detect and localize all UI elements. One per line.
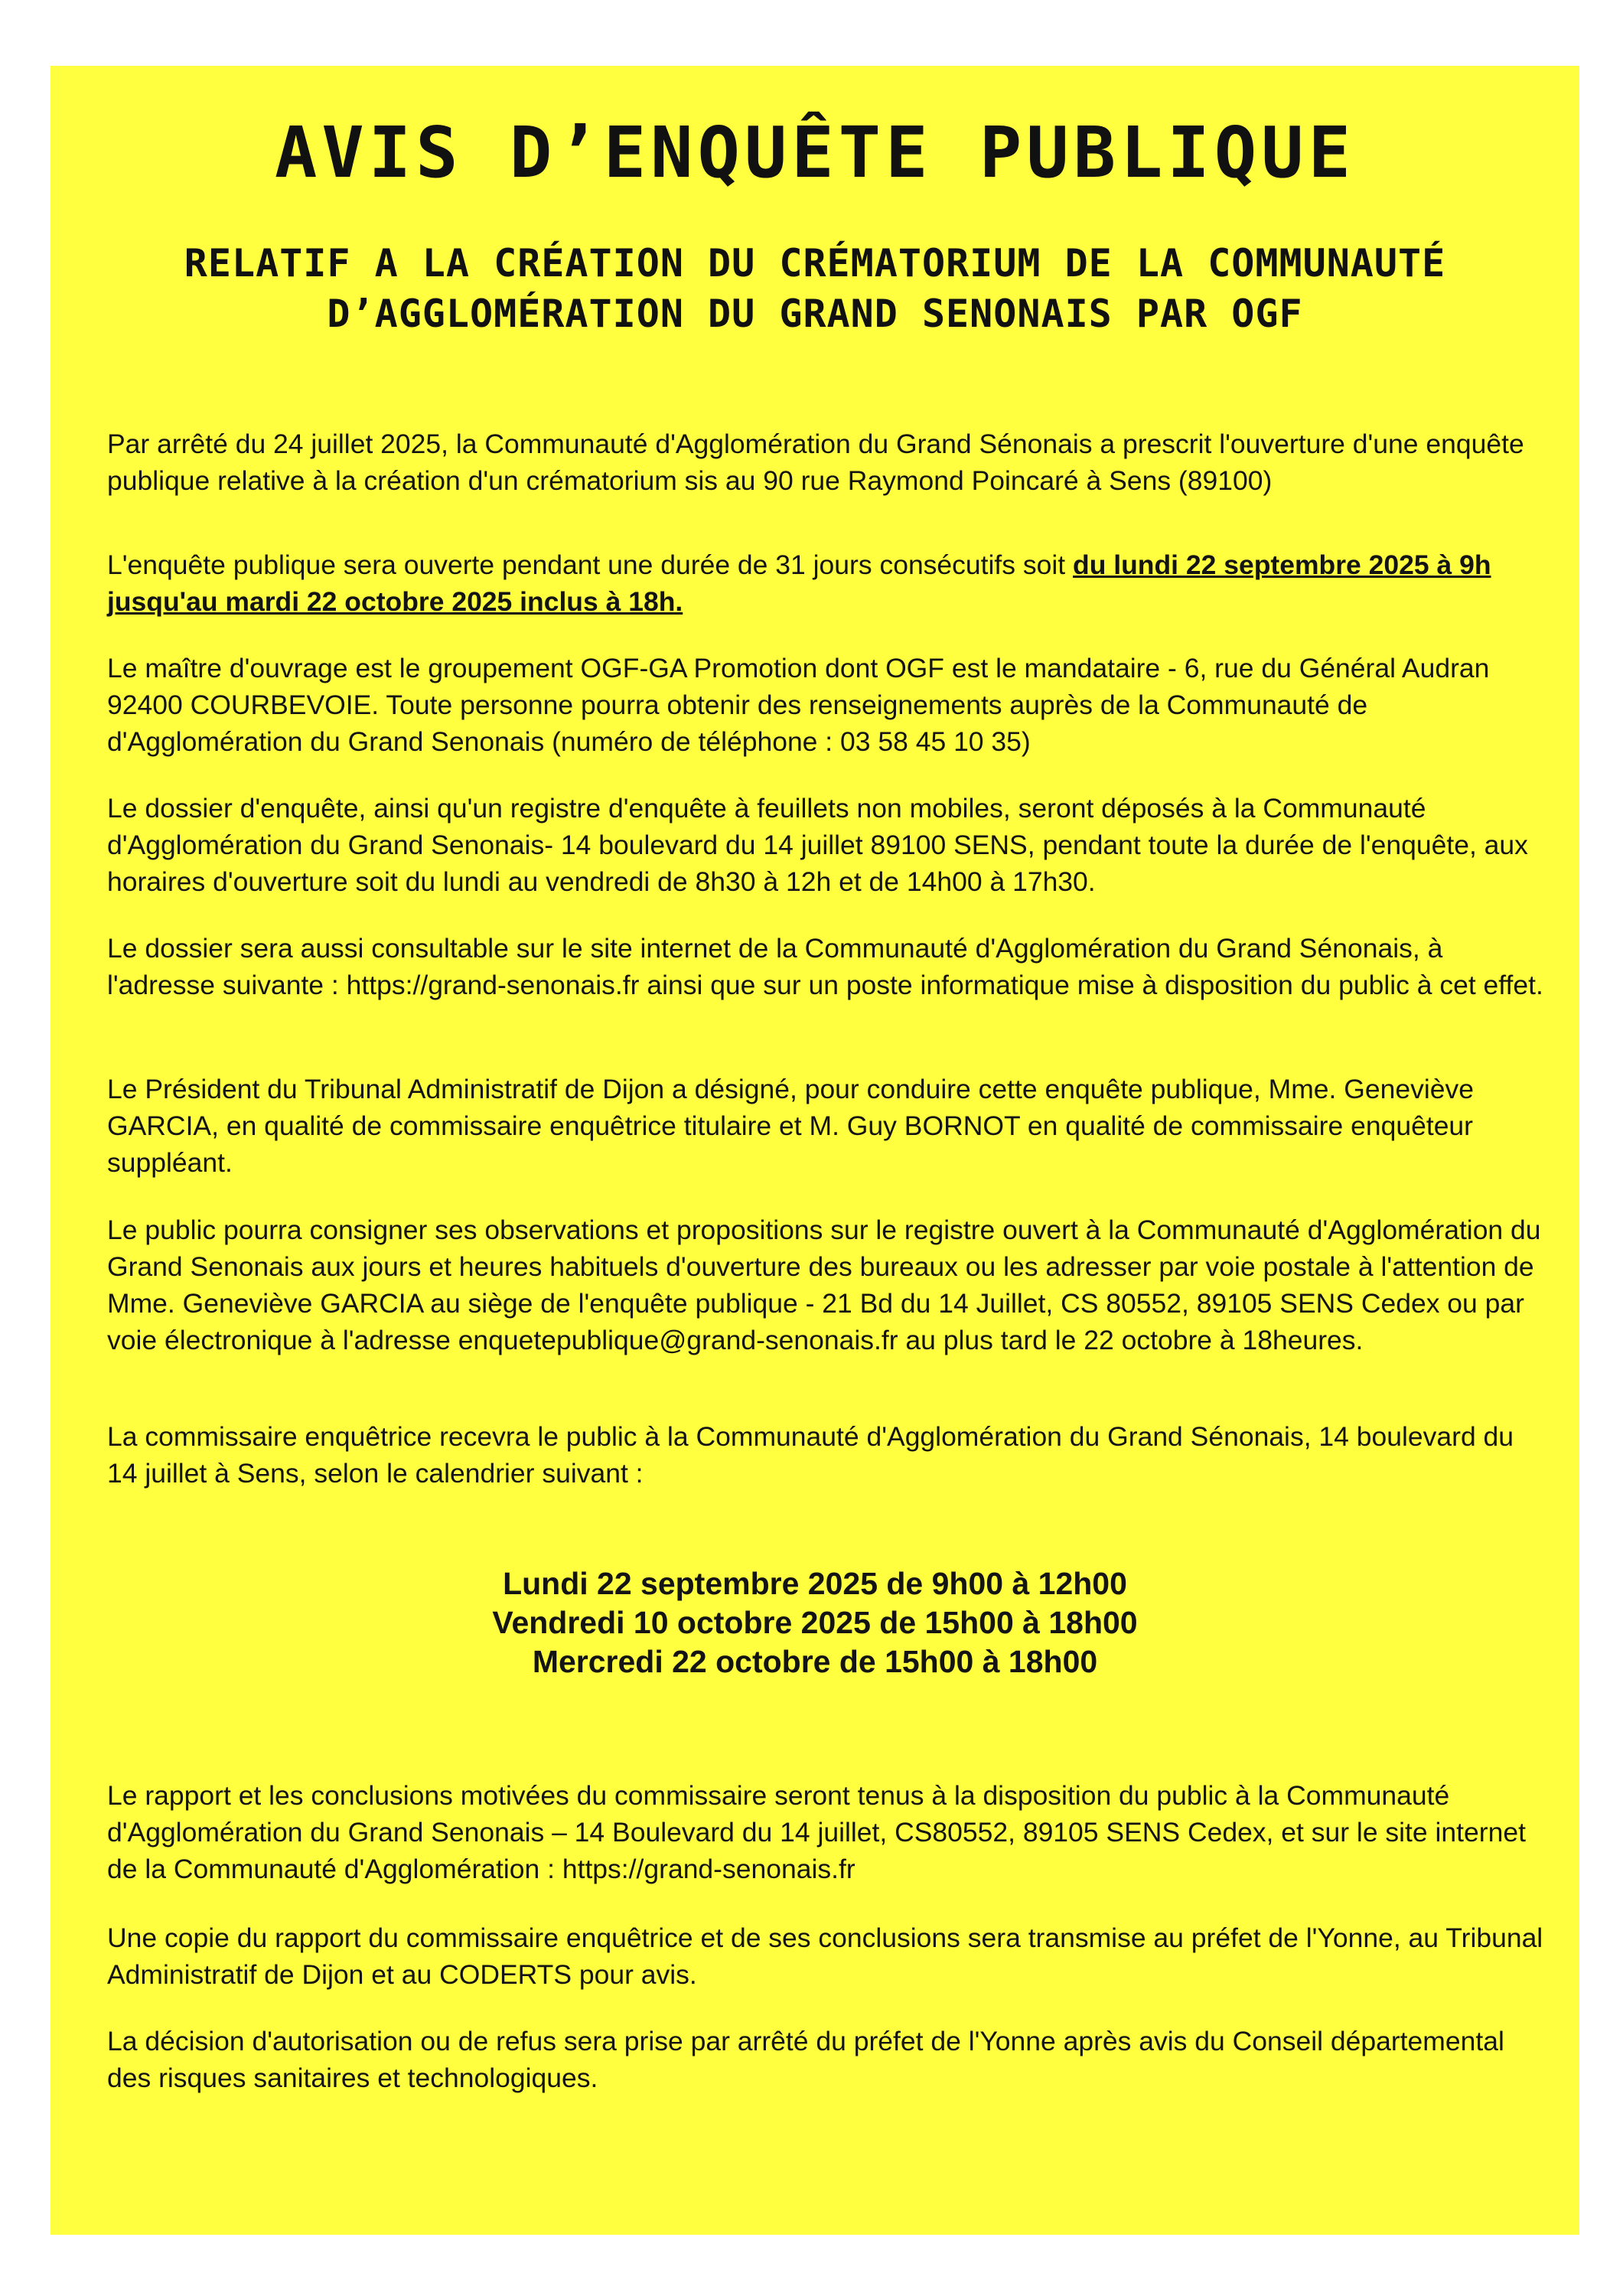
schedule-item: Mercredi 22 octobre de 15h00 à 18h00 [532,1644,1098,1679]
reception-schedule [51,1564,1579,1681]
paragraph-file-deposit: Le dossier d'enquête, ainsi qu'un registre d'enquête à feuillets non mobiles, seront déposés à la Communauté d'Agglomération du Grand Senonais- 14 boulevard du 14 juillet 89100 SENS, pendant toute la durée de l'enquête, aux horaires d'ouverture soit du lundi au vendredi de 8h30 à 12h et de 14h00 à 17h30. [107,793,1528,897]
paragraph-decision: La décision d'autorisation ou de refus sera prise par arrêté du préfet de l'Yonne après avis du Conseil départemental des risques sanitaires et technologiques. [107,2026,1504,2093]
schedule-item: Vendredi 10 octobre 2025 de 15h00 à 18h00 [492,1605,1138,1640]
duration-dates: du lundi 22 septembre 2025 à 9h jusqu'au mardi 22 octobre 2025 inclus à 18h. [107,550,1491,617]
schedule-item: Lundi 22 septembre 2025 de 9h00 à 12h00 [503,1566,1127,1601]
subtitle-line-1: RELATIF A LA CRÉATION DU CRÉMATORIUM DE LA COMMUNAUTÉ [184,241,1446,285]
notice-title: AVIS D’ENQUÊTE PUBLIQUE [275,112,1355,194]
paragraph-project-owner: Le maître d'ouvrage est le groupement OGF-GA Promotion dont OGF est le mandataire - 6, rue du Général Audran 92400 COURBEVOIE. Toute personne pourra obtenir des renseignements auprès de la Communauté de d'Agglomération du Grand Senonais (numéro de téléphone : 03 58 45 10 35) [107,653,1490,757]
notice-poster [51,66,1579,2235]
paragraph-online-consultation: Le dossier sera aussi consultable sur le site internet de la Communauté d'Agglomération du Grand Sénonais, à l'adresse suivante : https://grand-senonais.fr ainsi que sur un poste informatique mise à disposition du public à cet effet. [107,933,1543,1000]
paragraph-observations: Le public pourra consigner ses observations et propositions sur le registre ouvert à la Communauté d'Agglomération du Grand Senonais aux jours et heures habituels d'ouverture des bureaux ou les adresser par voie postale à l'attention de Mme. Geneviève GARCIA au siège de l'enquête publique - 21 Bd du 14 Juillet, CS 80552, 89105 SENS Cedex ou par voie électronique à l'adresse enquetepublique@grand-senonais.fr au plus tard le 22 octobre à 18heures. [107,1215,1541,1355]
paragraph-commissioner: Le Président du Tribunal Administratif de Dijon a désigné, pour conduire cette enquête publique, Mme. Geneviève GARCIA, en qualité de commissaire enquêtrice titulaire et M. Guy BORNOT en qualité de commissaire enquêteur suppléant. [107,1074,1474,1178]
paragraph-decree: Par arrêté du 24 juillet 2025, la Communauté d'Agglomération du Grand Sénonais a prescrit l'ouverture d'une enquête publique relative à la création d'un crématorium sis au 90 rue Raymond Poincaré à Sens (89100) [107,429,1524,496]
paragraph-duration [107,546,1546,620]
notice-subtitle [81,238,1549,339]
paragraph-report: Le rapport et les conclusions motivées du commissaire seront tenus à la disposition du public à la Communauté d'Agglomération du Grand Senonais – 14 Boulevard du 14 juillet, CS80552, 89105 SENS Cedex, et sur le site internet de la Communauté d'Agglomération : https://grand-senonais.fr [107,1780,1526,1884]
paragraph-copy: Une copie du rapport du commissaire enquêtrice et de ses conclusions sera transmise au préfet de l'Yonne, au Tribunal Administratif de Dijon et au CODERTS pour avis. [107,1923,1543,1990]
subtitle-line-2: D’AGGLOMÉRATION DU GRAND SENONAIS PAR OGF [327,292,1303,336]
duration-text: L'enquête publique sera ouverte pendant une durée de 31 jours consécutifs soit [107,550,1074,580]
paragraph-reception: La commissaire enquêtrice recevra le public à la Communauté d'Agglomération du Grand Sénonais, 14 boulevard du 14 juillet à Sens, selon le calendrier suivant : [107,1421,1514,1489]
